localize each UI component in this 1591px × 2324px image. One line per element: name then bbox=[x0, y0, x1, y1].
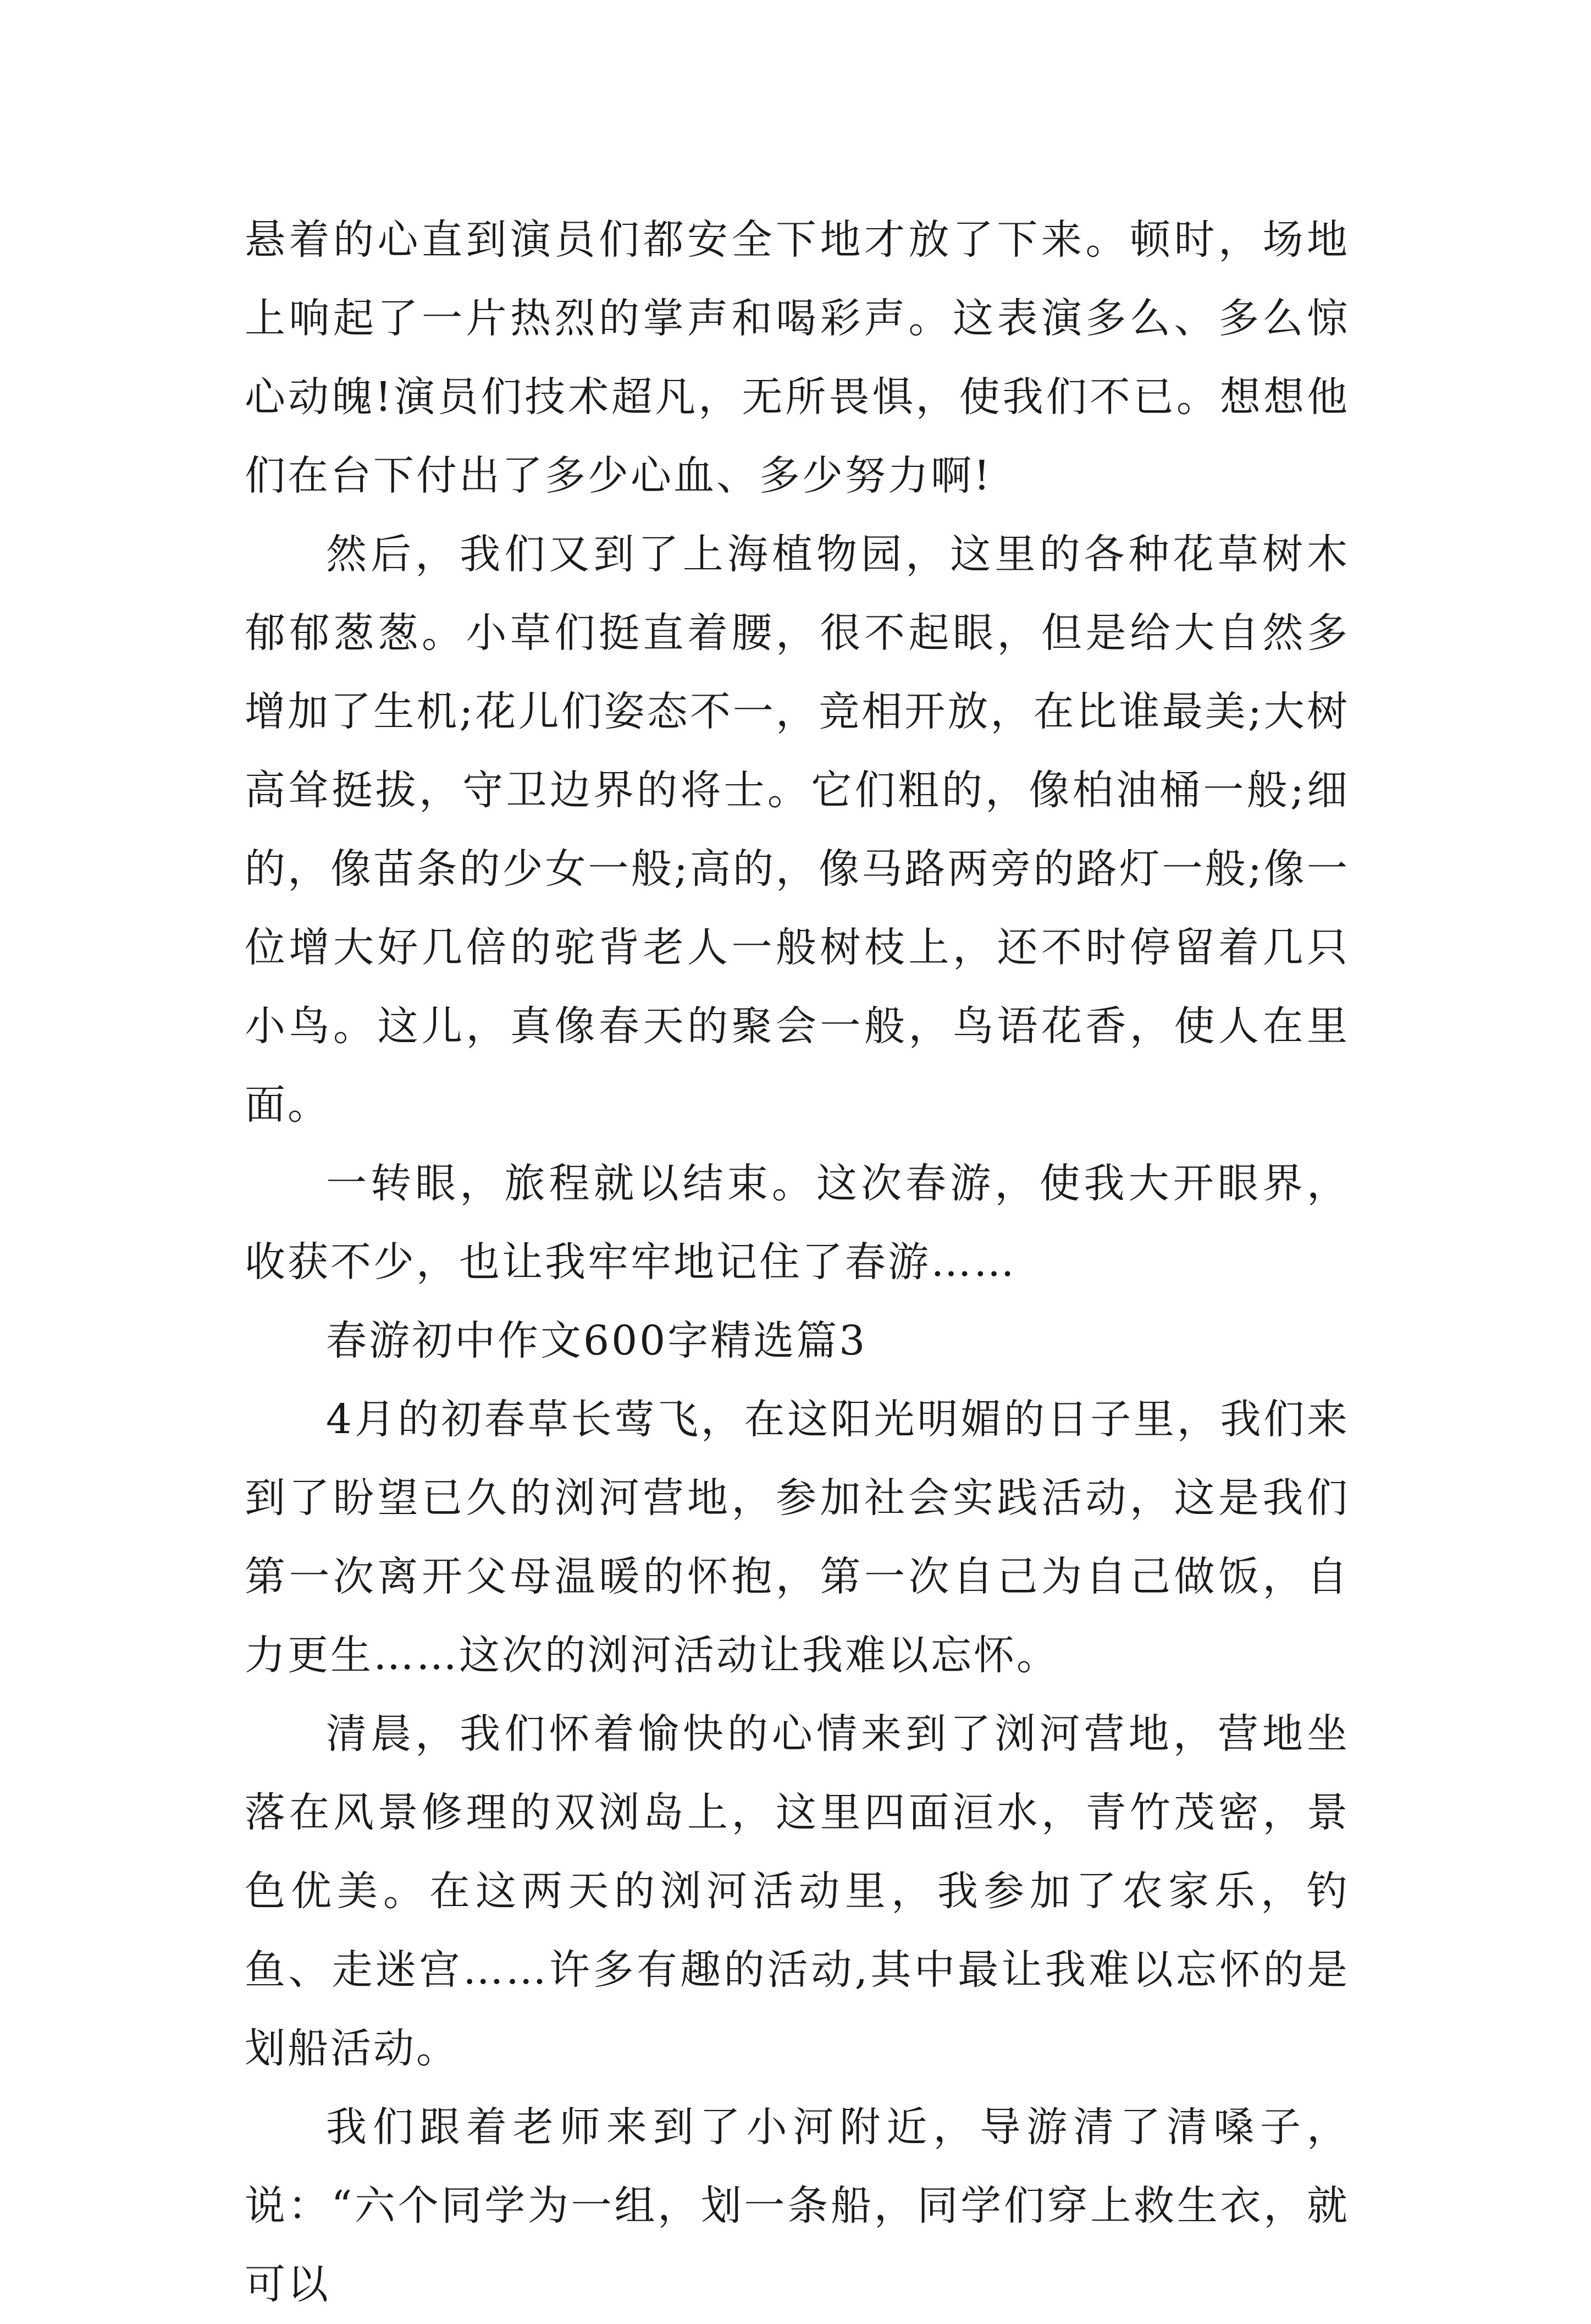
paragraph-5: 清晨，我们怀着愉快的心情来到了浏河营地，营地坐落在风景修理的双浏岛上，这里四面洹水，青竹茂密，景色优美。在这两天的浏河活动里，我参加了农家乐，钓鱼、走迷宫……许多有趣的活动,其中最让我难以忘怀的是划船活动。 bbox=[245, 1710, 1350, 2072]
paragraph-4: 4月的初春草长莺飞，在这阳光明媚的日子里，我们来到了盼望已久的浏河营地，参加社会实践活动，这是我们第一次离开父母温暖的怀抱，第一次自己为自己做饭，自力更生……这次的浏河活动让我难以忘怀。 bbox=[245, 1396, 1350, 1679]
paragraph-1: 悬着的心直到演员们都安全下地才放了下来。顿时，场地上响起了一片热烈的掌声和喝彩声。这表演多么、多么惊心动魄!演员们技术超凡，无所畏惧，使我们不已。想想他们在台下付出了多少心血、多少努力啊! bbox=[245, 216, 1350, 499]
paragraph-6: 我们跟着老师来到了小河附近，导游清了清嗓子，说：“六个同学为一组，划一条船，同学们穿上救生衣，就可以 bbox=[245, 2103, 1350, 2308]
paragraph-2: 然后，我们又到了上海植物园，这里的各种花草树木郁郁葱葱。小草们挺直着腰，很不起眼，但是给大自然多增加了生机;花儿们姿态不一，竞相开放，在比谁最美;大树高耸挺拔，守卫边界的将士。它们粗的，像柏油桶一般;细的，像苗条的少女一般;高的，像马路两旁的路灯一般;像一位增大好几倍的驼背老人一般树枝上，还不时停留着几只小鸟。这儿，真像春天的聚会一般，鸟语花香，使人在里面。 bbox=[245, 531, 1350, 1128]
document-body bbox=[245, 201, 1350, 2324]
section-heading: 春游初中作文600字精选篇3 bbox=[326, 1317, 868, 1364]
paragraph-3: 一转眼，旅程就以结束。这次春游，使我大开眼界，收获不少，也让我牢牢地记住了春游…… bbox=[245, 1160, 1350, 1286]
